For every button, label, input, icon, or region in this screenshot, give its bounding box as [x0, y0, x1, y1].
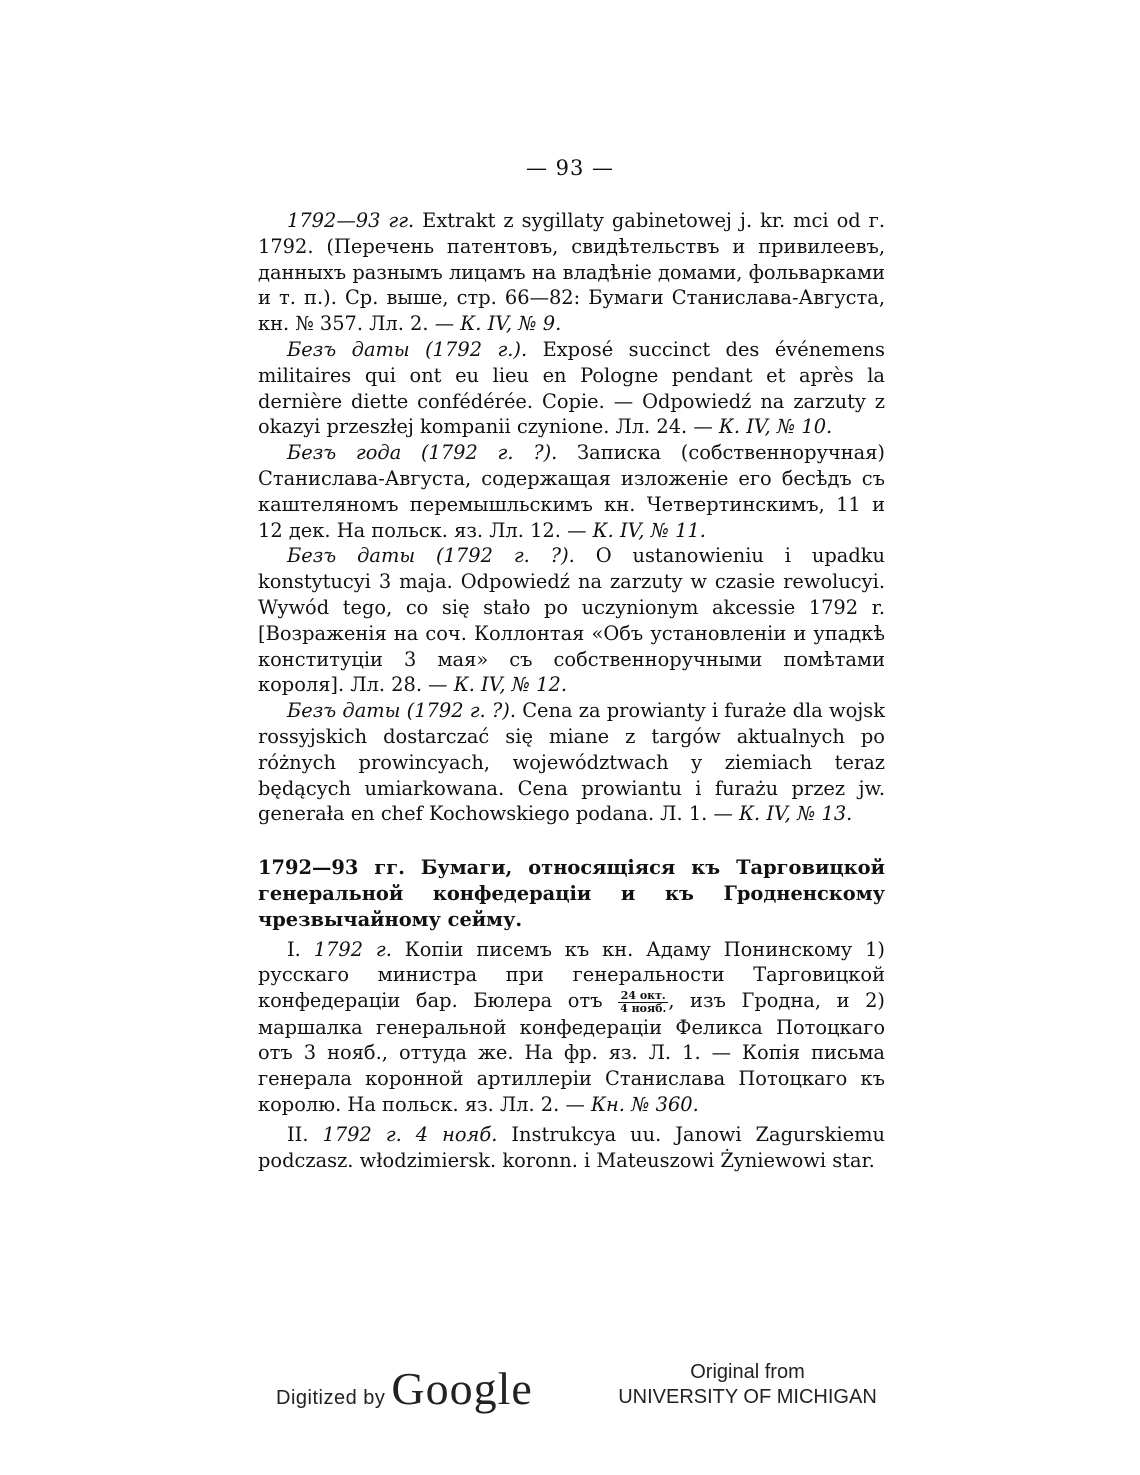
entry-text: Записка (собственноручная) Станислава-Августа, содержащая изложеніе его бесѣдъ съ каштеляномъ перемышльскимъ кн. Четвертинскимъ, 11 и 12 дек. На польск. яз. Лл. 12. —: [258, 441, 885, 542]
entry-reference: К. IV, № 13.: [739, 802, 853, 826]
entry-date: 1792—93 гг.: [287, 209, 415, 232]
entry-1: [258, 208, 885, 337]
institution-name: UNIVERSITY OF MICHIGAN: [618, 1386, 877, 1408]
google-logo: Google: [391, 1363, 533, 1414]
item-reference: Кн. № 360.: [591, 1093, 699, 1116]
entry-3: [258, 440, 885, 543]
entry-reference: К. IV, № 10.: [718, 415, 833, 439]
page-body: [258, 208, 885, 1173]
item-number: II.: [287, 1122, 323, 1146]
section-item-1: [258, 937, 885, 1118]
item-text: Копіи писемъ къ кн. Адаму Понинскому 1) русскаго министра при генеральности Тарговицкой конфедераціи бар. Бюлера отъ: [258, 937, 885, 1013]
fraction-denominator: 4 нояб.: [620, 1001, 667, 1015]
entry-text: Exposé succinct des événemens militaires qui ont eu lieu en Pologne pendant et après la dernière diette confédérée. Copie. — Odpowiedź na zarzuty z okazyi przeszłej kompanii czynione. Лл. 24. —: [258, 337, 885, 439]
entry-date: Безъ года (1792 г. ?).: [287, 441, 558, 465]
item-text-continued: , изъ Гродна, и 2) маршалка генеральной конфедераціи Феликса Потоцкаго отъ 3 нояб., оттуда же. На фр. яз. Л. 1. — Копія письма генерала коронной артиллеріи Станислава Потоцкаго къ королю. На польск. яз. Лл. 2. —: [258, 989, 885, 1116]
original-from-label: Original from: [690, 1361, 805, 1383]
item-date: 1792 г. 4 нояб.: [322, 1122, 498, 1146]
page-number: — 93 —: [525, 156, 615, 180]
section-item-2: [258, 1122, 885, 1174]
item-text: Instrukcya uu. Janowi Zagurskiemu podczasz. włodzimiersk. koronn. i Mateuszowi Żyniewowi star.: [258, 1122, 885, 1172]
entry-2: [258, 337, 885, 440]
digitized-by-google-watermark: [276, 1362, 533, 1415]
entry-date: Безъ даты (1792 г. ?).: [287, 699, 517, 723]
entry-reference: К. IV, № 12.: [453, 673, 568, 697]
item-number: I.: [287, 937, 314, 961]
entry-reference: К. IV, № 9.: [460, 312, 562, 336]
section-heading: 1792—93 гг. Бумаги, относящіяся къ Тарговицкой генеральной конфедераціи и къ Гродненскому чрезвычайному сейму.: [258, 856, 885, 931]
entry-date: Безъ даты (1792 г.).: [287, 337, 528, 361]
entry-4: [258, 543, 885, 698]
entry-reference: К. IV, № 11.: [592, 518, 706, 542]
entry-text: Cena za prowianty i furaże dla wojsk rossyjskich dostarczać się miane z targów aktualnych po różnych prowincyach, województwach y ziemiach teraz będących umiarkowana. Cena prowiantu i furażu przez jw. generała en chef Kochowskiego podana. Л. 1. —: [258, 699, 885, 826]
entry-text: O ustanowieniu i upadku konstytucyi 3 maja. Odpowiedź na zarzuty w czasie rewolucyi. Wywód tego, co się stało po uczynionym akcessie 1792 r. [Возраженія на соч. Коллонтая «Объ установленіи и упадкѣ конституціи 3 мая» съ собственноручными помѣтами короля]. Лл. 28. —: [258, 544, 885, 697]
entry-text: Extrakt z sygillaty gabinetowej j. kr. mci od г. 1792. (Перечень патентовъ, свидѣтельствъ и привилеевъ, данныхъ разнымъ лицамъ на владѣніе домами, фольварками и т. п.). Ср. выше, стр. 66—82: Бумаги Станислава-Августа, кн. № 357. Лл. 2. —: [258, 209, 885, 336]
date-fraction: [618, 990, 668, 1015]
digitized-label: Digitized by: [276, 1387, 386, 1409]
entry-5: [258, 698, 885, 827]
item-date: 1792 г.: [313, 937, 392, 961]
source-attribution: [615, 1360, 880, 1410]
fraction-numerator: 24 окт.: [618, 990, 668, 1003]
entry-date: Безъ даты (1792 г. ?).: [287, 544, 575, 568]
